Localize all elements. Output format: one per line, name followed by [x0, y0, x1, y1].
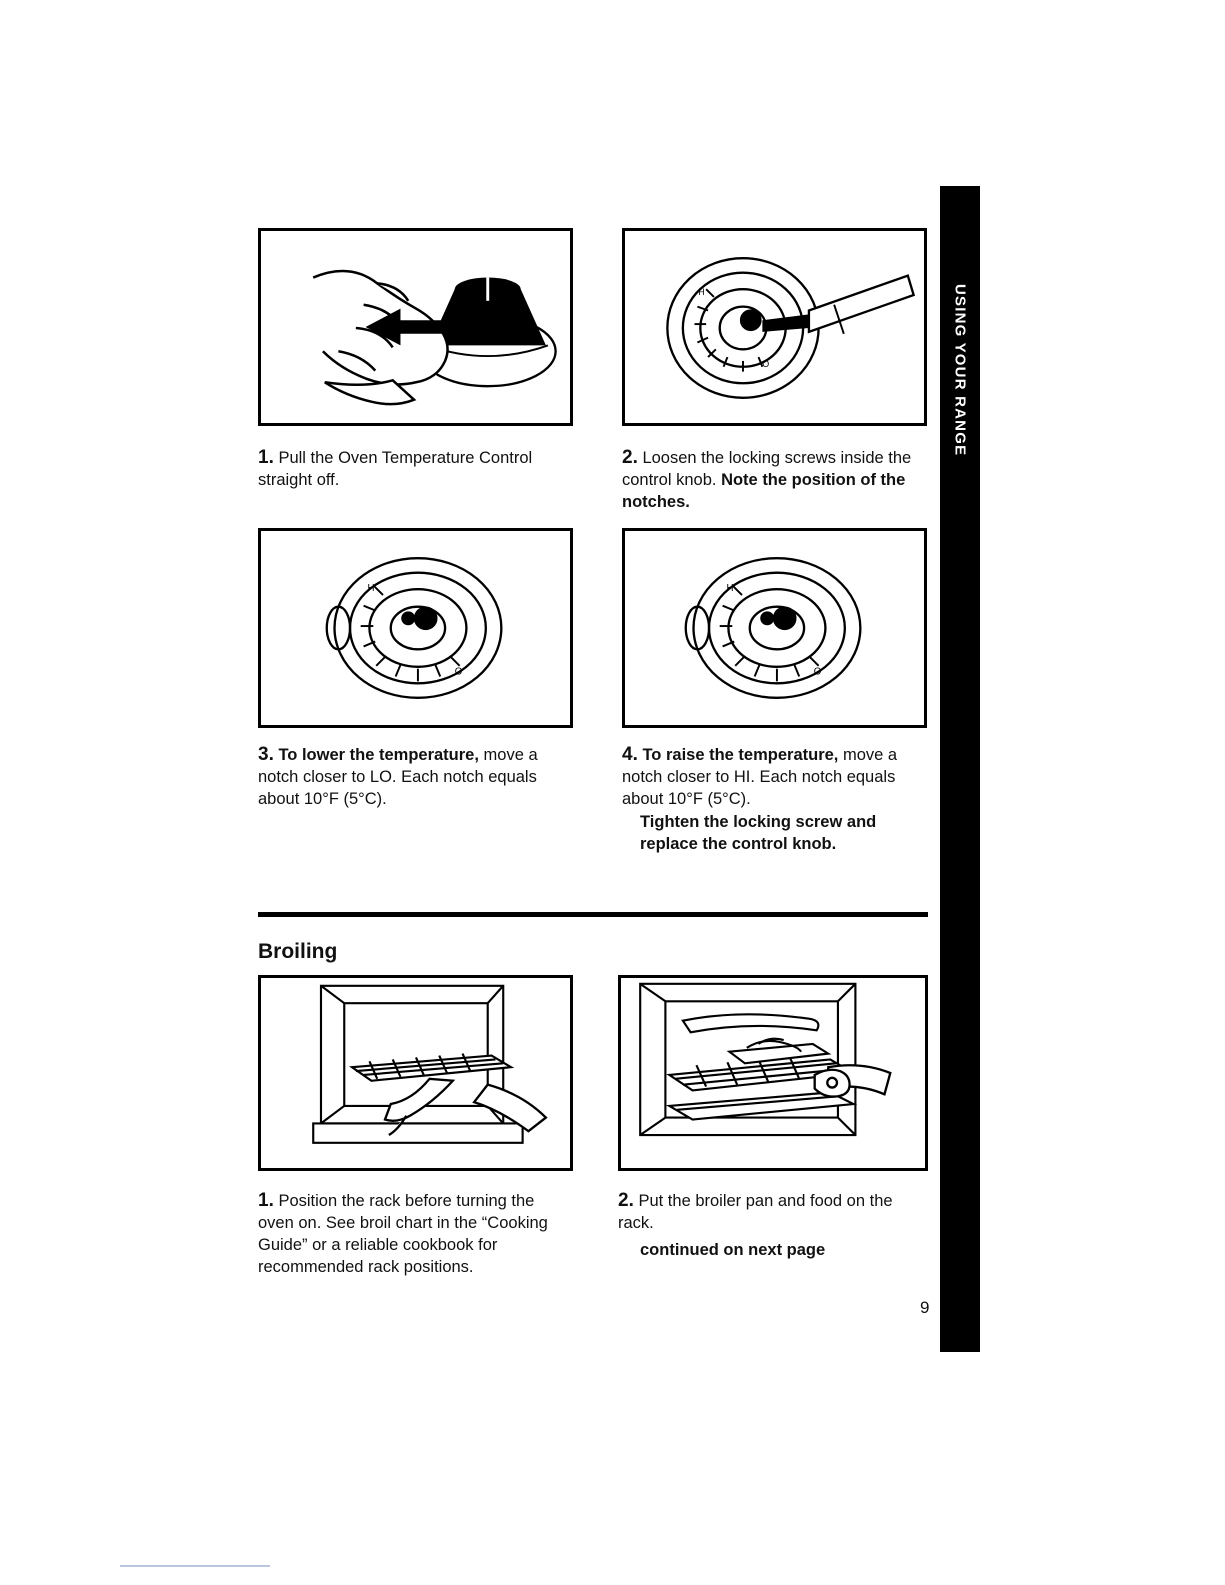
svg-text:H: H [726, 583, 734, 595]
svg-text:H: H [367, 583, 375, 595]
step-3-number: 3. [258, 744, 274, 765]
step-1-caption [258, 445, 558, 492]
step-1-text: Pull the Oven Temperature Control straight off. [258, 449, 533, 490]
broil-step-1-text: Position the rack before turning the oven on. See broil chart in the “Cooking Guide” or a reliable cookbook for recommended rack positions. [258, 1192, 548, 1277]
step-2-note: Note the position of the notches. [622, 471, 906, 512]
side-tab-text: USING YOUR RANGE [951, 283, 969, 457]
svg-text:O: O [762, 358, 770, 369]
oven-rack-positioning-illustration [258, 975, 573, 1171]
broil-step-2-caption [618, 1188, 923, 1235]
broil-step-1-caption [258, 1188, 558, 1279]
step-4-caption [622, 742, 922, 811]
svg-text:O: O [813, 666, 822, 678]
step-1-number: 1. [258, 447, 274, 468]
svg-text:H: H [698, 287, 705, 297]
broil-step-2-number: 2. [618, 1190, 634, 1211]
broiling-section-title: Broiling [258, 940, 338, 963]
knob-notch-raise-illustration [622, 528, 927, 728]
section-divider [258, 912, 928, 917]
step-4-number: 4. [622, 744, 638, 765]
step-3-caption [258, 742, 568, 811]
step-2-text: Loosen the locking screws inside the control knob. [622, 449, 912, 490]
tighten-screw-note: Tighten the locking screw and replace the control knob. [640, 813, 877, 853]
step-2-number: 2. [622, 447, 638, 468]
hand-pulling-knob-illustration [258, 228, 573, 426]
step-3-lead: To lower the temperature, [278, 746, 479, 764]
continued-note: continued on next page [640, 1241, 826, 1259]
knob-notch-lower-illustration [258, 528, 573, 728]
page-number: 9 [920, 1298, 930, 1317]
broil-step-1-number: 1. [258, 1190, 274, 1211]
broil-step-2-text: Put the broiler pan and food on the rack. [618, 1192, 893, 1233]
step-3-text: move a notch closer to LO. Each notch equals about 10°F (5°C). [258, 746, 538, 809]
step-4-text: move a notch closer to HI. Each notch equals about 10°F (5°C). [622, 746, 898, 809]
svg-text:O: O [454, 666, 463, 678]
screwdriver-loosening-screw-illustration [622, 228, 927, 426]
bottom-scan-mark [120, 1565, 270, 1567]
broiler-pan-on-rack-illustration [618, 975, 928, 1171]
step-2-caption [622, 445, 922, 514]
side-tab-label [940, 230, 980, 510]
step-4-lead: To raise the temperature, [642, 746, 839, 764]
